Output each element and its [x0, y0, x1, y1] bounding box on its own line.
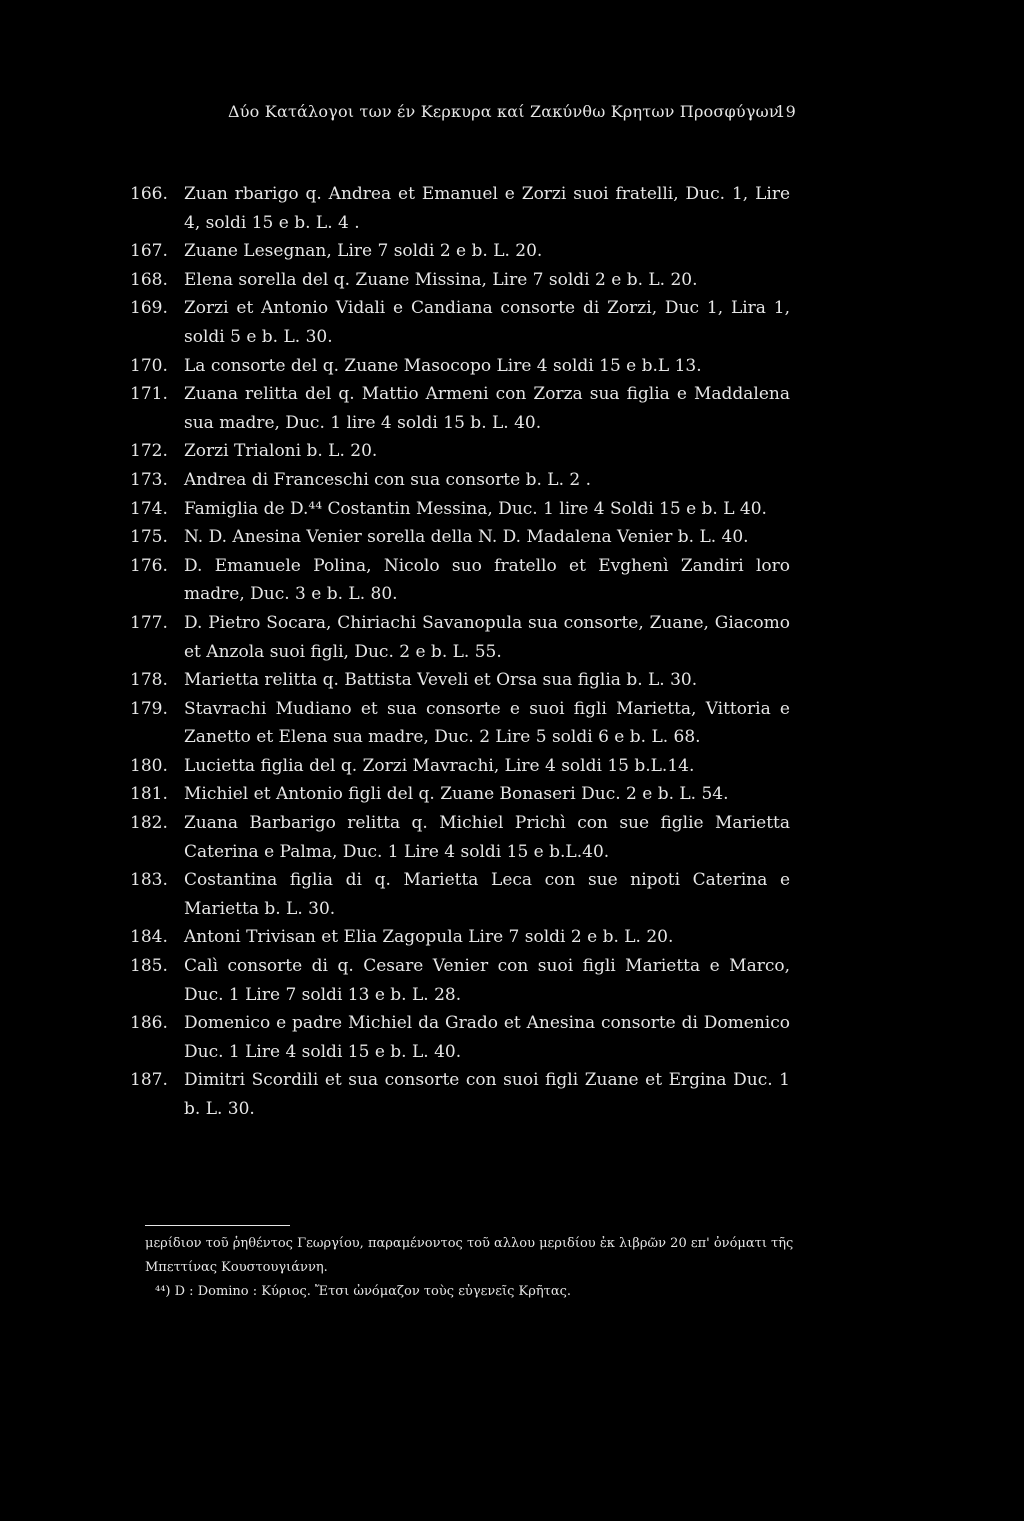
entry-text: Lucietta figlia del q. Zorzi Mavrachi, Lire 4 soldi 15 b.L.14. — [184, 755, 695, 776]
list-item — [130, 380, 790, 437]
entry-text: Zorzi Trialoni b. L. 20. — [184, 441, 378, 462]
list-item — [130, 437, 790, 466]
entry-text: D. Pietro Socara, Chiriachi Savanopula sua consorte, Zuane, Giacomo et Anzola suoi figli, Duc. 2 e b. L. 55. — [184, 612, 790, 662]
entry-number: 184. — [130, 927, 168, 948]
entry-number: 176. — [130, 555, 168, 576]
list-item — [130, 180, 790, 237]
footnote-continuation: μερίδιον τοῦ ῥηθέντος Γεωργίου, παραμένοντος τοῦ αλλου μεριδίου ἐκ λιβρῶν 20 επ' ὀνόματι τῆς Μπεττίνας Κουστουγιάννη. — [145, 1236, 794, 1275]
entry-number: 171. — [130, 384, 168, 405]
entry-text: Famiglia de D.⁴⁴ Costantin Messina, Duc. 1 lire 4 Soldi 15 e b. L 40. — [184, 498, 767, 519]
list-item — [130, 866, 790, 923]
list-item — [130, 352, 790, 381]
entry-number: 167. — [130, 241, 168, 262]
list-item — [130, 523, 790, 552]
entry-number: 170. — [130, 355, 168, 376]
entry-text: Stavrachi Mudiano et sua consorte e suoi figli Marietta, Vittoria e Zanetto et Elena sua madre, Duc. 2 Lire 5 soldi 6 e b. L. 68. — [184, 698, 790, 748]
footnote-divider — [145, 1225, 290, 1226]
entry-number: 178. — [130, 670, 168, 691]
list-item — [130, 695, 790, 752]
entry-text: Costantina figlia di q. Marietta Leca con sue nipoti Caterina e Marietta b. L. 30. — [184, 870, 790, 919]
entry-text: Zuana relitta del q. Mattio Armeni con Zorza sua figlia e Maddalena sua madre, Duc. 1 lire 4 soldi 15 b. L. 40. — [184, 384, 790, 433]
entry-number: 182. — [130, 813, 168, 834]
list-item — [130, 495, 790, 524]
list-item — [130, 952, 790, 1009]
entry-text: Antoni Trivisan et Elia Zagopula Lire 7 soldi 2 e b. L. 20. — [184, 927, 674, 948]
entry-text: La consorte del q. Zuane Masocopo Lire 4 soldi 15 e b.L 13. — [184, 355, 702, 376]
entry-number: 185. — [130, 956, 168, 977]
entry-number: 166. — [130, 184, 168, 204]
entry-number: 180. — [130, 755, 168, 776]
entry-text: Marietta relitta q. Battista Veveli et Orsa sua figlia b. L. 30. — [184, 670, 698, 691]
entry-number: 181. — [130, 784, 168, 805]
entry-number: 169. — [130, 298, 168, 319]
list-item — [130, 552, 790, 609]
list-item — [130, 780, 790, 809]
page-number: 19 — [775, 102, 796, 121]
header-title: Δύο Κατάλογοι των έν Κερκυρα καί Ζακύνθω Κρητων Προσφύγων — [228, 102, 779, 121]
list-item — [130, 294, 790, 351]
list-item — [130, 609, 790, 666]
entry-text: Michiel et Antonio figli del q. Zuane Bonaseri Duc. 2 e b. L. 54. — [184, 784, 729, 805]
entry-text: Dimitri Scordili et sua consorte con suoi figli Zuane et Ergina Duc. 1 b. L. 30. — [184, 1070, 790, 1119]
entry-text: Domenico e padre Michiel da Grado et Anesina consorte di Domenico Duc. 1 Lire 4 soldi 15 e b. L. 40. — [184, 1013, 790, 1062]
entry-list — [130, 180, 790, 1124]
entry-number: 179. — [130, 698, 168, 719]
entry-text: Elena sorella del q. Zuane Missina, Lire 7 soldi 2 e b. L. 20. — [184, 269, 698, 290]
entry-number: 187. — [130, 1070, 168, 1091]
entry-number: 183. — [130, 870, 168, 891]
entry-text: Zuan rbarigo q. Andrea et Emanuel e Zorzi suoi fratelli, Duc. 1, Lire 4, soldi 15 e b. L. 4 . — [184, 184, 790, 233]
running-header — [228, 102, 796, 126]
entry-text: Zuana Barbarigo relitta q. Michiel Prichì con sue figlie Marietta Caterina e Palma, Duc. 1 Lire 4 soldi 15 e b.L.40. — [184, 813, 790, 862]
list-item — [130, 1009, 790, 1066]
list-item — [130, 809, 790, 866]
entry-number: 174. — [130, 498, 168, 519]
entry-number: 186. — [130, 1013, 168, 1034]
list-item — [130, 266, 790, 295]
footnote-44: ⁴⁴) D : Domino : Κύριος. Ἔτσι ὠνόμαζον τοὺς εὐγενεῖς Κρῆτας. — [155, 1284, 572, 1299]
footnotes — [145, 1232, 805, 1304]
list-item — [130, 666, 790, 695]
entry-number: 168. — [130, 269, 168, 290]
entry-text: Andrea di Franceschi con sua consorte b. L. 2 . — [184, 469, 591, 490]
list-item — [130, 923, 790, 952]
entry-number: 173. — [130, 469, 168, 490]
entry-text: N. D. Anesina Venier sorella della N. D. Madalena Venier b. L. 40. — [184, 527, 749, 548]
entry-text: D. Emanuele Polina, Nicolo suo fratello et Evghenì Zandiri loro madre, Duc. 3 e b. L. 80. — [184, 555, 790, 605]
list-item — [130, 466, 790, 495]
entry-number: 177. — [130, 612, 168, 633]
list-item — [130, 237, 790, 266]
entry-text: Zorzi et Antonio Vidali e Candiana consorte di Zorzi, Duc 1, Lira 1, soldi 5 e b. L. 30. — [184, 298, 790, 347]
entry-number: 175. — [130, 527, 168, 548]
entry-number: 172. — [130, 441, 168, 462]
list-item — [130, 1066, 790, 1123]
entry-text: Zuane Lesegnan, Lire 7 soldi 2 e b. L. 20. — [184, 241, 543, 262]
entry-text: Calì consorte di q. Cesare Venier con suoi figli Marietta e Marco, Duc. 1 Lire 7 soldi 13 e b. L. 28. — [184, 956, 790, 1005]
list-item — [130, 752, 790, 781]
